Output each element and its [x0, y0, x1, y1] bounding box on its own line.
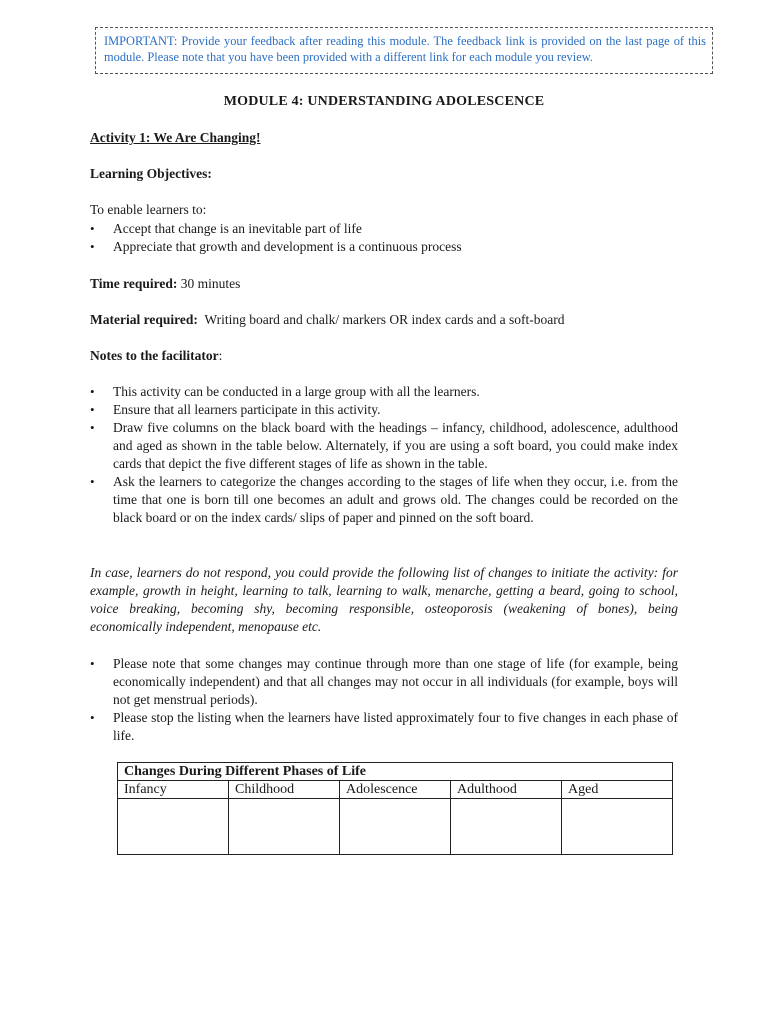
table-caption: Changes During Different Phases of Life	[118, 763, 673, 781]
list-item: • Appreciate that growth and development is a continuous process	[90, 238, 678, 256]
column-adulthood: Adulthood	[451, 781, 562, 799]
objectives-list	[90, 220, 678, 256]
list-item: • This activity can be conducted in a large group with all the learners.	[90, 383, 678, 401]
time-label: Time required:	[90, 276, 178, 291]
list-item: • Please stop the listing when the learners have listed approximately four to five changes in each phase of life.	[90, 709, 678, 745]
table-cell	[229, 799, 340, 855]
column-aged: Aged	[562, 781, 673, 799]
column-infancy: Infancy	[118, 781, 229, 799]
table-header-row	[118, 781, 673, 799]
module-title: MODULE 4: UNDERSTANDING ADOLESCENCE	[223, 94, 545, 109]
list-item: • Ensure that all learners participate in this activity.	[90, 401, 678, 419]
list-item: • Please note that some changes may continue through more than one stage of life (for example, being economically independent) and that all changes may not occur in all individuals (for example, boys will not get menstrual periods).	[90, 655, 678, 709]
column-childhood: Childhood	[229, 781, 340, 799]
table-cell	[451, 799, 562, 855]
notes-heading-colon: :	[218, 348, 223, 363]
activity-title: Activity 1: We Are Changing!	[90, 130, 261, 145]
material-value: Writing board and chalk/ markers OR index cards and a soft-board	[204, 312, 565, 327]
objectives-intro: To enable learners to:	[90, 202, 207, 217]
more-notes-list	[90, 655, 678, 745]
important-notice: IMPORTANT: Provide your feedback after reading this module. The feedback link is provided on the last page of this module. Please note that you have been provided with a different link for each module you review.	[95, 27, 713, 74]
table-cell	[562, 799, 673, 855]
list-item: • Accept that change is an inevitable part of life	[90, 220, 678, 238]
list-item: • Ask the learners to categorize the changes according to the stages of life when they occur, i.e. from the time that one is born till one becomes an adult and grows old. The changes could be recorded on the black board or on the index cards/ slips of paper and pinned on the soft board.	[90, 473, 678, 527]
material-required	[90, 312, 564, 328]
column-adolescence: Adolescence	[340, 781, 451, 799]
phases-table	[117, 762, 673, 855]
notes-heading	[90, 348, 222, 364]
notes-list	[90, 383, 678, 527]
table-cell	[118, 799, 229, 855]
time-required	[90, 276, 240, 292]
notes-heading-text: Notes to the facilitator	[90, 348, 219, 363]
example-changes-paragraph: In case, learners do not respond, you could provide the following list of changes to initiate the activity: for example, growth in height, learning to talk, learning to walk, menarche, getting a beard, going to school, voice breaking, becoming shy, becoming responsible, osteoporosis (weakening of bones), being economically independent, menopause etc.	[90, 565, 678, 634]
table-cell	[340, 799, 451, 855]
table-row	[118, 799, 673, 855]
list-item: • Draw five columns on the black board with the headings – infancy, childhood, adolescence, adulthood and aged as shown in the table below. Alternately, if you are using a soft board, you could make index cards that depict the five different stages of life as shown in the table.	[90, 419, 678, 473]
material-label: Material required:	[90, 312, 198, 327]
time-value: 30 minutes	[180, 276, 241, 291]
objectives-heading: Learning Objectives:	[90, 166, 212, 181]
